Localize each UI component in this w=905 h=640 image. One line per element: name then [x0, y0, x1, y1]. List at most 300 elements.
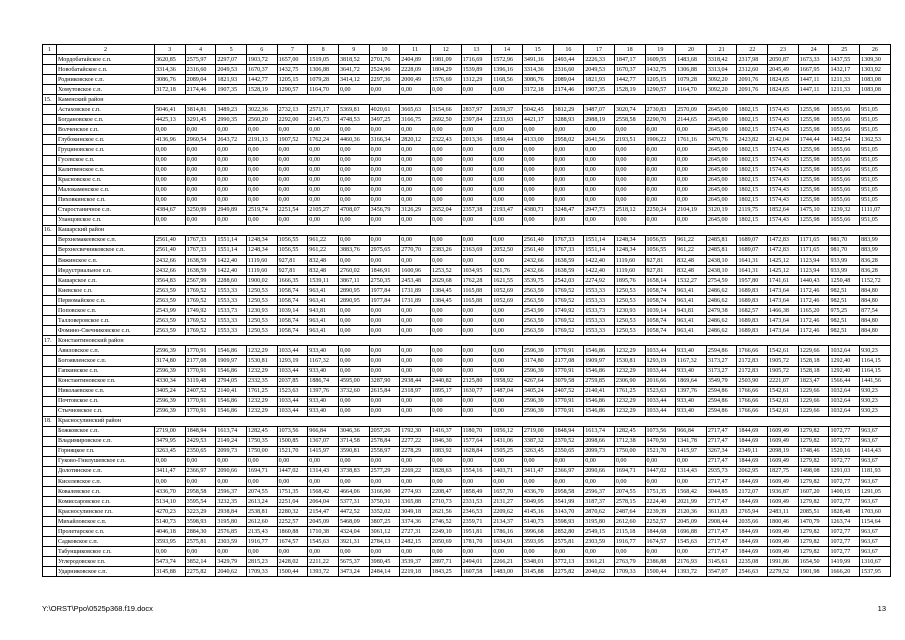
value-cell: 1255,98	[798, 125, 829, 135]
value-cell: 982,51	[829, 326, 860, 336]
table-row	[43, 306, 891, 316]
value-cell: 1658,14	[645, 276, 676, 286]
value-cell: 2045,49	[768, 65, 799, 75]
value-cell: 2493,44	[553, 55, 584, 65]
settlement-name-cell: Богоявленское с.п.	[57, 356, 155, 366]
column-number-cell: 23	[768, 45, 799, 55]
settlement-name-cell: Глубокинское с.п.	[57, 135, 155, 145]
value-cell: 1553,33	[216, 286, 247, 296]
value-cell: 2316,60	[185, 65, 216, 75]
value-cell: 4336,70	[155, 487, 186, 497]
value-cell: 4267,64	[522, 376, 553, 386]
table-row	[43, 125, 891, 135]
section-number-cell: 16.	[43, 225, 57, 235]
value-cell: 1039,14	[277, 306, 308, 316]
value-cell: 1786,16	[492, 527, 523, 537]
value-cell: 0,00	[308, 547, 339, 557]
settlement-name-cell: Груциновское с.п.	[57, 145, 155, 155]
value-cell: 1279,82	[798, 497, 829, 507]
value-cell: 0,00	[614, 145, 645, 155]
value-cell: 2440,82	[430, 376, 461, 386]
value-cell: 1546,86	[584, 396, 615, 406]
value-cell: 1766,66	[737, 406, 768, 416]
value-cell: 2958,02	[553, 135, 584, 145]
value-cell: 5042,45	[522, 105, 553, 115]
value-cell: 1056,55	[645, 245, 676, 255]
row-index-cell	[43, 185, 57, 195]
value-cell: 1171,65	[798, 245, 829, 255]
value-cell: 1255,98	[798, 105, 829, 115]
value-cell: 0,00	[246, 165, 277, 175]
value-cell: 0,00	[338, 235, 369, 245]
value-cell: 0,00	[676, 215, 707, 225]
row-index-cell	[43, 255, 57, 265]
value-cell: 1821,93	[584, 75, 615, 85]
value-cell: 2815,23	[246, 557, 277, 567]
value-cell: 3497,25	[369, 115, 400, 125]
value-cell: 1232,29	[614, 346, 645, 356]
value-cell: 0,00	[430, 396, 461, 406]
value-cell: 1422,40	[216, 266, 247, 276]
value-cell: 2429,53	[185, 436, 216, 446]
value-cell: 933,99	[829, 266, 860, 276]
settlement-name-cell: Киселевское с.п.	[57, 477, 155, 487]
value-cell: 0,00	[553, 456, 584, 466]
row-index-cell	[43, 276, 57, 286]
value-cell: 1072,77	[829, 426, 860, 436]
value-cell: 2090,66	[216, 466, 247, 476]
column-number-cell: 20	[676, 45, 707, 55]
value-cell: 930,23	[860, 406, 891, 416]
value-cell: 1667,95	[798, 65, 829, 75]
value-cell: 2303,59	[216, 537, 247, 547]
value-cell: 3145,61	[706, 557, 737, 567]
value-cell: 1802,15	[737, 115, 768, 125]
column-number-cell: 16	[553, 45, 584, 55]
value-cell: 927,81	[645, 266, 676, 276]
value-cell: 2549,15	[584, 527, 615, 537]
value-cell: 0,00	[430, 406, 461, 416]
value-cell: 1384,45	[430, 296, 461, 306]
value-cell: 2561,40	[522, 235, 553, 245]
value-cell: 0,00	[338, 366, 369, 376]
value-cell: 1537,95	[860, 567, 891, 577]
value-cell: 3732,60	[338, 386, 369, 396]
value-cell: 927,81	[277, 266, 308, 276]
value-cell: 1710,38	[308, 527, 339, 537]
value-cell: 0,00	[522, 185, 553, 195]
value-cell: 1613,74	[584, 426, 615, 436]
table-row	[43, 557, 891, 567]
section-name-cell: Константиновский район	[57, 336, 891, 346]
value-cell: 883,99	[860, 245, 891, 255]
value-cell: 3487,07	[584, 105, 615, 115]
value-cell: 1500,85	[277, 436, 308, 446]
value-cell: 2571,17	[308, 105, 339, 115]
value-cell: 1482,54	[829, 135, 860, 145]
value-cell: 0,00	[185, 165, 216, 175]
value-cell: 963,67	[860, 436, 891, 446]
value-cell: 0,00	[492, 477, 523, 487]
value-cell: 1770,91	[185, 406, 216, 416]
value-cell: 2278,29	[400, 446, 431, 456]
value-cell: 2594,86	[706, 396, 737, 406]
column-number-cell: 6	[246, 45, 277, 55]
value-cell: 2485,81	[706, 245, 737, 255]
value-cell: 0,00	[246, 175, 277, 185]
value-cell: 4472,52	[338, 507, 369, 517]
value-cell: 4708,07	[338, 205, 369, 215]
value-cell: 0,00	[185, 456, 216, 466]
value-cell: 2239,39	[645, 507, 676, 517]
value-cell: 1072,77	[829, 436, 860, 446]
value-cell: 0,00	[369, 155, 400, 165]
value-cell: 1312,29	[461, 75, 492, 85]
value-cell: 2050,69	[430, 537, 461, 547]
value-cell: 0,00	[369, 326, 400, 336]
value-cell: 2035,66	[737, 517, 768, 527]
value-cell: 1230,93	[614, 306, 645, 316]
value-cell: 0,00	[522, 165, 553, 175]
value-cell: 1621,55	[492, 276, 523, 286]
settlement-name-cell: Гапкинское с.п.	[57, 366, 155, 376]
value-cell: 1164,15	[860, 356, 891, 366]
value-cell: 0,00	[308, 477, 339, 487]
value-cell: 2612,60	[614, 517, 645, 527]
column-number-cell: 3	[155, 45, 186, 55]
value-cell: 1282,45	[614, 426, 645, 436]
value-cell: 2383,26	[430, 245, 461, 255]
value-cell: 1528,18	[798, 356, 829, 366]
value-cell: 0,00	[461, 326, 492, 336]
value-cell: 0,00	[492, 165, 523, 175]
value-cell: 2219,18	[400, 567, 431, 577]
table-row	[43, 487, 891, 497]
value-cell: 0,00	[645, 145, 676, 155]
value-cell: 1415,97	[676, 446, 707, 456]
value-cell: 1123,94	[798, 266, 829, 276]
value-cell: 1674,57	[277, 537, 308, 547]
value-cell: 1293,19	[277, 356, 308, 366]
value-cell: 1689,83	[737, 326, 768, 336]
value-cell: 2249,10	[430, 527, 461, 537]
value-cell: 0,00	[461, 366, 492, 376]
settlement-name-cell: Николаевское с.п.	[57, 386, 155, 396]
value-cell: 1419,99	[829, 557, 860, 567]
value-cell: 2174,46	[553, 85, 584, 95]
value-cell: 0,00	[430, 145, 461, 155]
value-cell: 3470,76	[706, 135, 737, 145]
value-cell: 2596,39	[155, 366, 186, 376]
value-cell: 0,00	[522, 477, 553, 487]
value-cell: 1767,33	[553, 245, 584, 255]
value-cell: 1977,84	[369, 296, 400, 306]
value-cell: 0,00	[308, 195, 339, 205]
value-cell: 0,00	[676, 125, 707, 135]
value-cell: 2570,09	[676, 105, 707, 115]
value-cell: 963,67	[860, 527, 891, 537]
value-cell: 0,00	[676, 155, 707, 165]
value-cell: 0,00	[185, 547, 216, 557]
value-cell: 0,00	[584, 155, 615, 165]
value-cell: 1055,66	[829, 145, 860, 155]
value-cell: 1572,96	[492, 55, 523, 65]
value-cell: 1577,64	[461, 436, 492, 446]
value-cell: 2820,12	[400, 135, 431, 145]
value-cell: 1055,66	[829, 175, 860, 185]
value-cell: 0,00	[461, 165, 492, 175]
value-cell: 982,51	[829, 286, 860, 296]
value-cell: 2346,53	[461, 507, 492, 517]
value-cell: 1574,43	[768, 105, 799, 115]
value-cell: 1500,44	[277, 567, 308, 577]
settlement-name-cell: Почтовское с.п.	[57, 396, 155, 406]
value-cell: 1119,60	[246, 255, 277, 265]
value-cell: 2612,60	[246, 517, 277, 527]
value-cell: 2958,58	[553, 487, 584, 497]
value-cell: 1638,59	[553, 255, 584, 265]
value-cell: 2561,40	[155, 235, 186, 245]
value-cell: 836,28	[860, 266, 891, 276]
value-cell: 3313,04	[706, 65, 737, 75]
value-cell: 0,00	[400, 316, 431, 326]
value-cell: 1073,56	[645, 426, 676, 436]
value-cell: 0,00	[185, 477, 216, 487]
value-cell: 3145,88	[155, 567, 186, 577]
value-cell: 0,00	[369, 255, 400, 265]
value-cell: 1607,20	[798, 487, 829, 497]
value-cell: 963,41	[308, 296, 339, 306]
table-row	[43, 356, 891, 366]
value-cell: 1770,91	[185, 396, 216, 406]
value-cell: 2091,76	[737, 75, 768, 85]
value-cell: 1744,44	[798, 135, 829, 145]
value-cell: 1844,69	[737, 547, 768, 557]
value-cell: 1058,74	[277, 296, 308, 306]
value-cell: 2359,71	[461, 517, 492, 527]
value-cell: 4324,04	[338, 527, 369, 537]
value-cell: 2432,66	[155, 255, 186, 265]
value-cell: 1769,52	[553, 316, 584, 326]
settlement-name-cell: Старостаничное с.п.	[57, 205, 155, 215]
value-cell: 2558,58	[614, 115, 645, 125]
value-cell: 2692,50	[430, 115, 461, 125]
value-cell: 2575,81	[553, 537, 584, 547]
value-cell: 1306,88	[308, 65, 339, 75]
value-cell: 3172,18	[155, 85, 186, 95]
value-cell: 1731,89	[400, 286, 431, 296]
value-cell: 0,00	[308, 215, 339, 225]
value-cell: 0,00	[614, 477, 645, 487]
value-cell: 1314,43	[308, 466, 339, 476]
value-cell: 3172,18	[522, 85, 553, 95]
column-number-cell: 5	[216, 45, 247, 55]
value-cell: 3598,93	[553, 517, 584, 527]
value-cell: 1551,14	[216, 235, 247, 245]
value-cell: 0,00	[584, 165, 615, 175]
value-cell: 2890,95	[338, 286, 369, 296]
value-cell: 951,05	[860, 215, 891, 225]
value-cell: 1766,66	[737, 396, 768, 406]
value-cell: 3595,54	[185, 497, 216, 507]
value-cell: 963,67	[860, 426, 891, 436]
value-cell: 1750,00	[614, 446, 645, 456]
table-row	[43, 466, 891, 476]
value-cell: 0,00	[430, 356, 461, 366]
row-index-cell	[43, 446, 57, 456]
value-cell: 1553,33	[584, 286, 615, 296]
value-cell: 1164,70	[676, 85, 707, 95]
value-cell: 1167,32	[308, 356, 339, 366]
value-cell: 1802,15	[737, 175, 768, 185]
value-cell: 2479,38	[706, 306, 737, 316]
row-index-cell	[43, 456, 57, 466]
value-cell: 1574,43	[768, 125, 799, 135]
value-cell: 0,00	[185, 215, 216, 225]
value-cell: 2274,92	[584, 276, 615, 286]
value-cell: 1907,35	[216, 85, 247, 95]
value-cell: 0,00	[430, 175, 461, 185]
table-row	[43, 426, 891, 436]
value-cell: 2613,24	[246, 497, 277, 507]
value-cell: 1689,83	[737, 316, 768, 326]
value-cell: 1574,43	[768, 165, 799, 175]
value-cell: 3867,11	[338, 276, 369, 286]
value-cell: 2643,72	[216, 135, 247, 145]
value-cell: 1769,52	[553, 296, 584, 306]
value-cell: 0,00	[645, 125, 676, 135]
value-cell: 0,00	[400, 125, 431, 135]
value-cell: 961,22	[308, 245, 339, 255]
value-cell: 2578,15	[614, 497, 645, 507]
value-cell: 3374,36	[400, 517, 431, 527]
value-cell: 1250,53	[614, 326, 645, 336]
value-cell: 2641,56	[584, 135, 615, 145]
value-cell: 1032,64	[829, 386, 860, 396]
value-cell: 0,00	[584, 477, 615, 487]
value-cell: 963,41	[676, 326, 707, 336]
value-cell: 1716,69	[461, 55, 492, 65]
value-cell: 2538,81	[246, 507, 277, 517]
value-cell: 5473,74	[155, 557, 186, 567]
value-cell: 2596,37	[216, 487, 247, 497]
value-cell: 3980,45	[369, 557, 400, 567]
value-cell: 3812,29	[553, 105, 584, 115]
value-cell: 4020,61	[369, 105, 400, 115]
row-index-cell	[43, 497, 57, 507]
value-cell: 2645,00	[706, 115, 737, 125]
value-cell: 3852,14	[185, 557, 216, 567]
value-cell: 2252,57	[645, 517, 676, 527]
value-cell: 2908,44	[706, 517, 737, 527]
row-index-cell	[43, 205, 57, 215]
value-cell: 1290,57	[645, 85, 676, 95]
value-cell: 1248,34	[246, 245, 277, 255]
value-cell: 1566,44	[829, 376, 860, 386]
value-cell: 0,00	[338, 195, 369, 205]
value-cell: 1638,59	[553, 266, 584, 276]
value-cell: 1072,77	[829, 456, 860, 466]
value-cell: 0,00	[553, 185, 584, 195]
value-cell: 0,00	[492, 85, 523, 95]
value-cell: 951,05	[860, 175, 891, 185]
value-cell: 3288,93	[553, 115, 584, 125]
value-cell: 1255,98	[798, 115, 829, 125]
value-cell: 0,00	[338, 346, 369, 356]
value-cell: 3086,76	[155, 75, 186, 85]
value-cell: 1397,76	[676, 386, 707, 396]
value-cell: 1442,77	[246, 75, 277, 85]
value-cell: 0,00	[400, 406, 431, 416]
value-cell: 0,00	[461, 396, 492, 406]
value-cell: 951,05	[860, 115, 891, 125]
value-cell: 0,00	[155, 185, 186, 195]
value-cell: 2484,14	[369, 567, 400, 577]
value-cell: 1052,69	[492, 286, 523, 296]
value-cell: 3714,58	[338, 436, 369, 446]
value-cell: 1844,69	[737, 436, 768, 446]
value-cell: 1229,66	[798, 346, 829, 356]
value-cell: 3598,93	[185, 517, 216, 527]
value-cell: 2563,59	[522, 316, 553, 326]
table-row	[43, 215, 891, 225]
settlement-name-cell: Фомино-Свечниковское с.п.	[57, 326, 155, 336]
value-cell: 1111,07	[860, 205, 891, 215]
value-cell: 1607,58	[461, 567, 492, 577]
table-row	[43, 446, 891, 456]
value-cell: 1472,83	[768, 235, 799, 245]
value-cell: 1172,46	[798, 326, 829, 336]
value-cell: 2938,44	[400, 376, 431, 386]
section-number-cell: 17.	[43, 336, 57, 346]
value-cell: 3174,80	[155, 356, 186, 366]
value-cell: 3539,75	[522, 276, 553, 286]
value-cell: 0,00	[216, 145, 247, 155]
value-cell: 1250,48	[829, 276, 860, 286]
value-cell: 1229,66	[798, 406, 829, 416]
value-cell: 1422,40	[584, 255, 615, 265]
value-cell: 1055,66	[829, 105, 860, 115]
value-cell: 1542,61	[768, 406, 799, 416]
value-cell: 1770,91	[185, 366, 216, 376]
value-cell: 933,40	[676, 346, 707, 356]
value-cell: 1055,66	[829, 215, 860, 225]
value-cell: 1165,88	[461, 286, 492, 296]
value-cell: 0,00	[645, 215, 676, 225]
settlement-name-cell: Уланцовское с.п.	[57, 215, 155, 225]
value-cell: 1936,87	[768, 487, 799, 497]
value-cell: 3046,36	[338, 426, 369, 436]
value-cell: 5369,81	[338, 105, 369, 115]
value-cell: 0,00	[584, 145, 615, 155]
table-row	[43, 75, 891, 85]
value-cell: 1058,74	[645, 286, 676, 296]
row-index-cell	[43, 537, 57, 547]
value-cell: 0,00	[185, 195, 216, 205]
value-cell: 3022,36	[246, 105, 277, 115]
value-cell: 3473,24	[338, 567, 369, 577]
value-cell: 1657,70	[492, 487, 523, 497]
value-cell: 2105,27	[308, 205, 339, 215]
value-cell: 0,00	[676, 145, 707, 155]
value-cell: 1574,43	[768, 155, 799, 165]
settlement-name-cell: Поповское с.п.	[57, 306, 155, 316]
value-cell: 1781,70	[461, 537, 492, 547]
value-cell: 0,00	[492, 456, 523, 466]
value-cell: 963,67	[860, 537, 891, 547]
value-cell: 2297,07	[216, 55, 247, 65]
value-cell: 4425,13	[155, 115, 186, 125]
